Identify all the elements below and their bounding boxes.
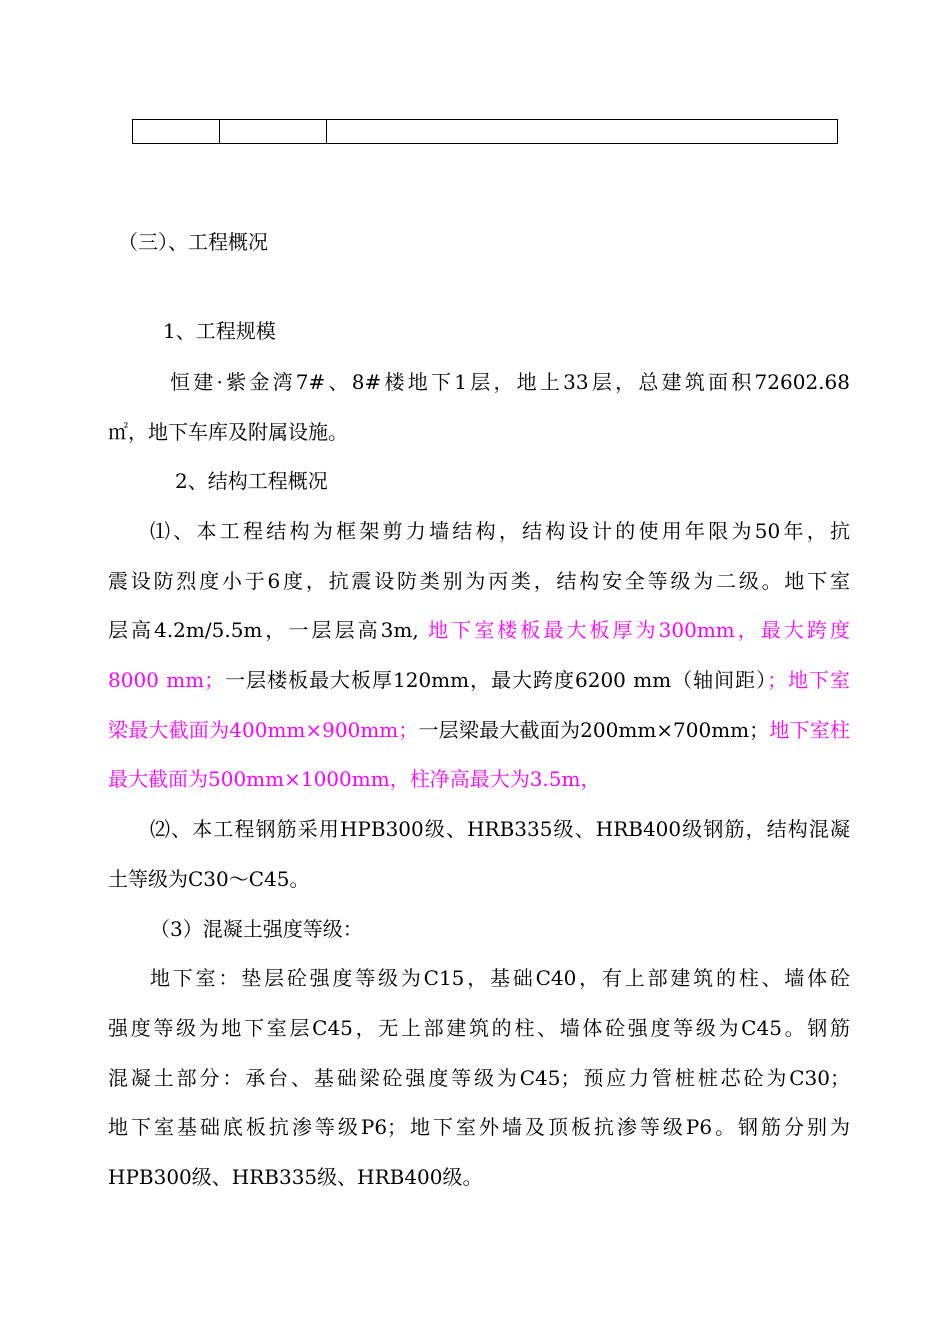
concrete-heading: （3）混凝土强度等级： (150, 917, 363, 941)
highlight-run: 梁最大截面为400mm×900mm； (108, 718, 419, 742)
structure-para-line (108, 718, 850, 742)
highlight-run: ；地下室 (767, 668, 851, 692)
highlight-run: 8000 mm； (108, 668, 225, 692)
concrete-para-line: 混凝土部分：承台、基础梁砼强度等级为C45；预应力管桩桩芯砼为C30； (108, 1066, 850, 1090)
text-run: 一层梁最大截面为200mm×700mm； (418, 718, 770, 742)
structure-para-line: ⑴、本工程结构为框架剪力墙结构，结构设计的使用年限为50年，抗 (150, 519, 850, 543)
rebar-para-line: 土等级为C30～C45。 (108, 867, 310, 891)
section-heading: （三）、工程概况 (118, 230, 268, 254)
scale-text-line: 恒建·紫金湾7#、8#楼地下1层，地上33层，总建筑面积72602.68 (170, 370, 850, 394)
table-cell (327, 120, 838, 144)
structure-para-line (108, 668, 850, 692)
structure-heading: 2、结构工程概况 (175, 469, 328, 493)
scale-text-line: ㎡，地下车库及附属设施。 (108, 420, 348, 444)
structure-para-line: 震设防烈度小于6度，抗震设防类别为丙类，结构安全等级为二级。地下室 (108, 569, 850, 593)
table-cell (220, 120, 327, 144)
text-run: 层高4.2m/5.5m，一层层高3m, (108, 618, 429, 642)
concrete-para-line: 地下室：垫层砼强度等级为C15，基础C40，有上部建筑的柱、墙体砼 (150, 966, 850, 990)
structure-para-line (108, 618, 850, 642)
concrete-para-line: 地下室基础底板抗渗等级P6；地下室外墙及顶板抗渗等级P6。钢筋分别为 (108, 1115, 850, 1139)
scale-heading: 1、工程规模 (163, 319, 276, 343)
rebar-para-line: ⑵、本工程钢筋采用HPB300级、HRB335级、HRB400级钢筋，结构混凝 (150, 817, 850, 841)
concrete-para-line: 强度等级为地下室层C45，无上部建筑的柱、墙体砼强度等级为C45。钢筋 (108, 1016, 850, 1040)
table-cell (133, 120, 220, 144)
highlight-run: 地下室楼板最大板厚为300mm，最大跨度 (428, 618, 850, 642)
highlight-run: 地下室柱 (769, 718, 850, 742)
structure-para-line: 最大截面为500mm×1000mm，柱净高最大为3.5m， (108, 767, 601, 791)
table-row (133, 120, 838, 144)
text-run: 一层楼板最大板厚120mm，最大跨度6200 mm（轴间距） (224, 668, 768, 692)
header-table (132, 119, 838, 144)
concrete-para-line: HPB300级、HRB335级、HRB400级。 (108, 1165, 483, 1189)
